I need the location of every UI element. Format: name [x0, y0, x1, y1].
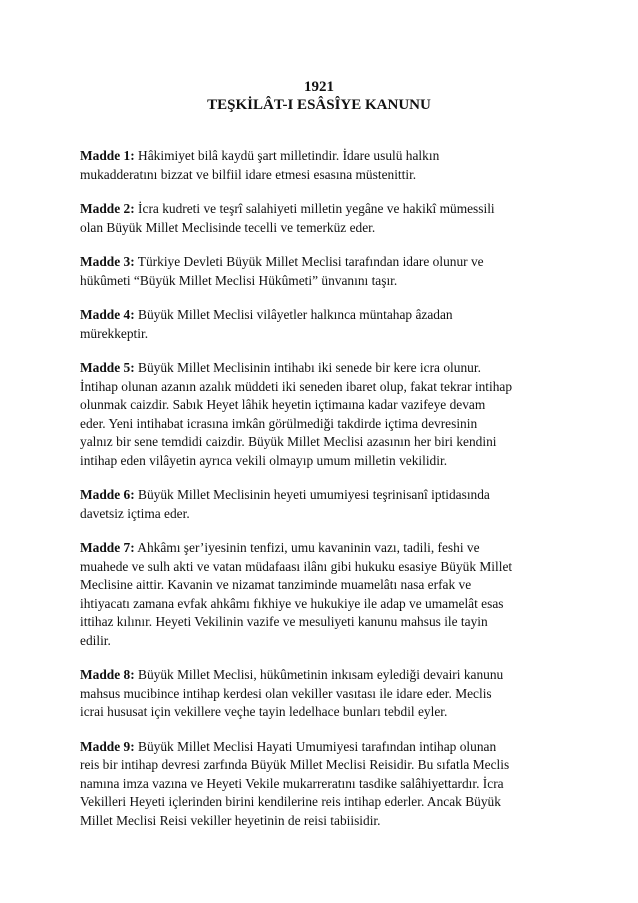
article-text: davetsiz içtima eder.	[80, 505, 190, 521]
article-text: namına imza vazına ve Heyeti Vekile mukarreratını tasdike salâhiyettardır. İcra	[80, 775, 504, 791]
article-6	[80, 486, 580, 523]
article-line	[80, 505, 580, 524]
article-line	[80, 433, 580, 452]
article-text: icrai hususat için vekillere veçhe tayin ledelhace bunları tebdil eyler.	[80, 704, 448, 719]
article-text: hükûmeti “Büyük Millet Meclisi Hükûmeti” ünvanını taşır.	[80, 272, 398, 288]
article-line	[80, 486, 580, 505]
article-label: Madde 9:	[80, 738, 135, 754]
articles-list	[80, 147, 580, 846]
article-text: İcra kudreti ve teşrî salahiyeti milletin yegâne ve hakikî mümessili	[134, 201, 495, 216]
article-line	[80, 166, 580, 185]
article-line	[80, 325, 580, 344]
article-2	[80, 200, 580, 237]
article-label: Madde 5:	[80, 360, 135, 375]
article-line	[80, 812, 580, 831]
article-line	[80, 666, 580, 685]
article-text: Büyük Millet Meclisi, hükûmetinin inkısam eylediği devairi kanunu	[134, 667, 504, 682]
article-label: Madde 3:	[80, 254, 135, 269]
article-text: Hâkimiyet bilâ kaydü şart milletindir. İdare usulü halkın	[134, 148, 440, 163]
article-line	[80, 415, 580, 434]
article-text: Meclisine aittir. Kavanin ve nizamat tanziminde muamelâtı nasa erfak ve	[80, 577, 472, 592]
article-line	[80, 306, 580, 325]
article-text: mürekkeptir.	[80, 325, 149, 341]
article-text: Vekilleri Heyeti içlerinden birini kendilerine reis intihap ederler. Ancak Büyük	[80, 794, 501, 809]
article-label: Madde 4:	[80, 307, 135, 322]
article-text: mahsus mucibince intihap kerdesi olan vekiller vasıtası ile idare eder. Meclis	[80, 685, 492, 701]
article-9	[80, 738, 580, 831]
article-text: İntihap olunan azanın azalık müddeti iki seneden ibaret olup, fakat tekrar intihap	[80, 378, 513, 394]
article-line	[80, 632, 580, 651]
article-text: reis bir intihap devresi zarfında Büyük Millet Meclisi Reisidir. Bu sıfatla Meclis	[80, 757, 510, 772]
article-label: Madde 2:	[80, 201, 135, 216]
article-text: Türkiye Devleti Büyük Millet Meclisi tarafından idare olunur ve	[134, 254, 484, 269]
document-title: TEŞKİLÂT-I ESÂSÎYE KANUNU	[207, 97, 431, 113]
article-text: olan Büyük Millet Meclisinde tecelli ve temerküz eder.	[80, 219, 376, 235]
article-1	[80, 147, 580, 184]
article-text: ittihaz kılınır. Heyeti Vekilinin vazife ve mesuliyeti kanunu mahsus ile tayin	[80, 614, 488, 629]
article-text: edilir.	[80, 632, 111, 648]
article-line	[80, 775, 580, 794]
article-text: Büyük Millet Meclisi Hayati Umumiyesi tarafından intihap olunan	[134, 738, 497, 754]
article-line	[80, 756, 580, 775]
article-label: Madde 7:	[80, 540, 135, 555]
article-label: Madde 8:	[80, 667, 135, 682]
article-line	[80, 685, 580, 704]
article-line	[80, 396, 580, 415]
article-line	[80, 452, 580, 471]
article-line	[80, 539, 580, 558]
article-text: Ahkâmı şer’iyesinin tenfizi, umu kavaninin vazı, tadili, feshi ve	[134, 540, 480, 555]
article-line	[80, 147, 580, 166]
article-line	[80, 219, 580, 238]
article-8	[80, 666, 580, 722]
article-line	[80, 738, 580, 757]
article-line	[80, 793, 580, 812]
article-7	[80, 539, 580, 650]
article-line	[80, 272, 580, 291]
article-text: muahede ve sulh akti ve vatan müdafaası ilânı gibi hukuku esasiye Büyük Millet	[80, 558, 513, 574]
article-text: mukadderatını bizzat ve bilfiil idare etmesi esasına müstenittir.	[80, 166, 417, 182]
document-year: 1921	[304, 79, 334, 95]
article-line	[80, 378, 580, 397]
article-text: Büyük Millet Meclisinin intihabı iki senede bir kere icra olunur.	[134, 360, 481, 375]
article-text: Büyük Millet Meclisinin heyeti umumiyesi teşrinisanî iptidasında	[134, 487, 490, 502]
article-3	[80, 253, 580, 290]
article-line	[80, 200, 580, 219]
article-line	[80, 558, 580, 577]
article-line	[80, 576, 580, 595]
article-text: eder. Yeni intihabat icrasına imkân görülmediği takdirde içtima devresinin	[80, 415, 478, 431]
article-text: Millet Meclisi Reisi vekiller heyetinin de reisi tabiisidir.	[80, 812, 381, 828]
article-text: Büyük Millet Meclisi vilâyetler halkınca müntahap âzadan	[134, 307, 453, 322]
article-text: intihap eden vilâyetin ayrıca vekili olmayıp umum milletin vekilidir.	[80, 452, 448, 468]
article-5	[80, 359, 580, 470]
article-text: yalnız bir sene temdidi caizdir. Büyük Millet Meclisi azasının her biri kendini	[80, 434, 497, 449]
article-label: Madde 1:	[80, 148, 135, 163]
article-line	[80, 359, 580, 378]
article-line	[80, 703, 580, 722]
article-line	[80, 595, 580, 614]
article-4	[80, 306, 580, 343]
article-text: ihtiyacatı zamana evfak ahkâmı fıkhiye ve hukukiye ile adap ve umamelât esas	[80, 595, 504, 611]
article-text: olunmak caizdir. Sabık Heyet lâhik heyetin içtimaına kadar vazifeye devam	[80, 397, 486, 412]
article-label: Madde 6:	[80, 487, 135, 502]
article-line	[80, 253, 580, 272]
article-line	[80, 613, 580, 632]
